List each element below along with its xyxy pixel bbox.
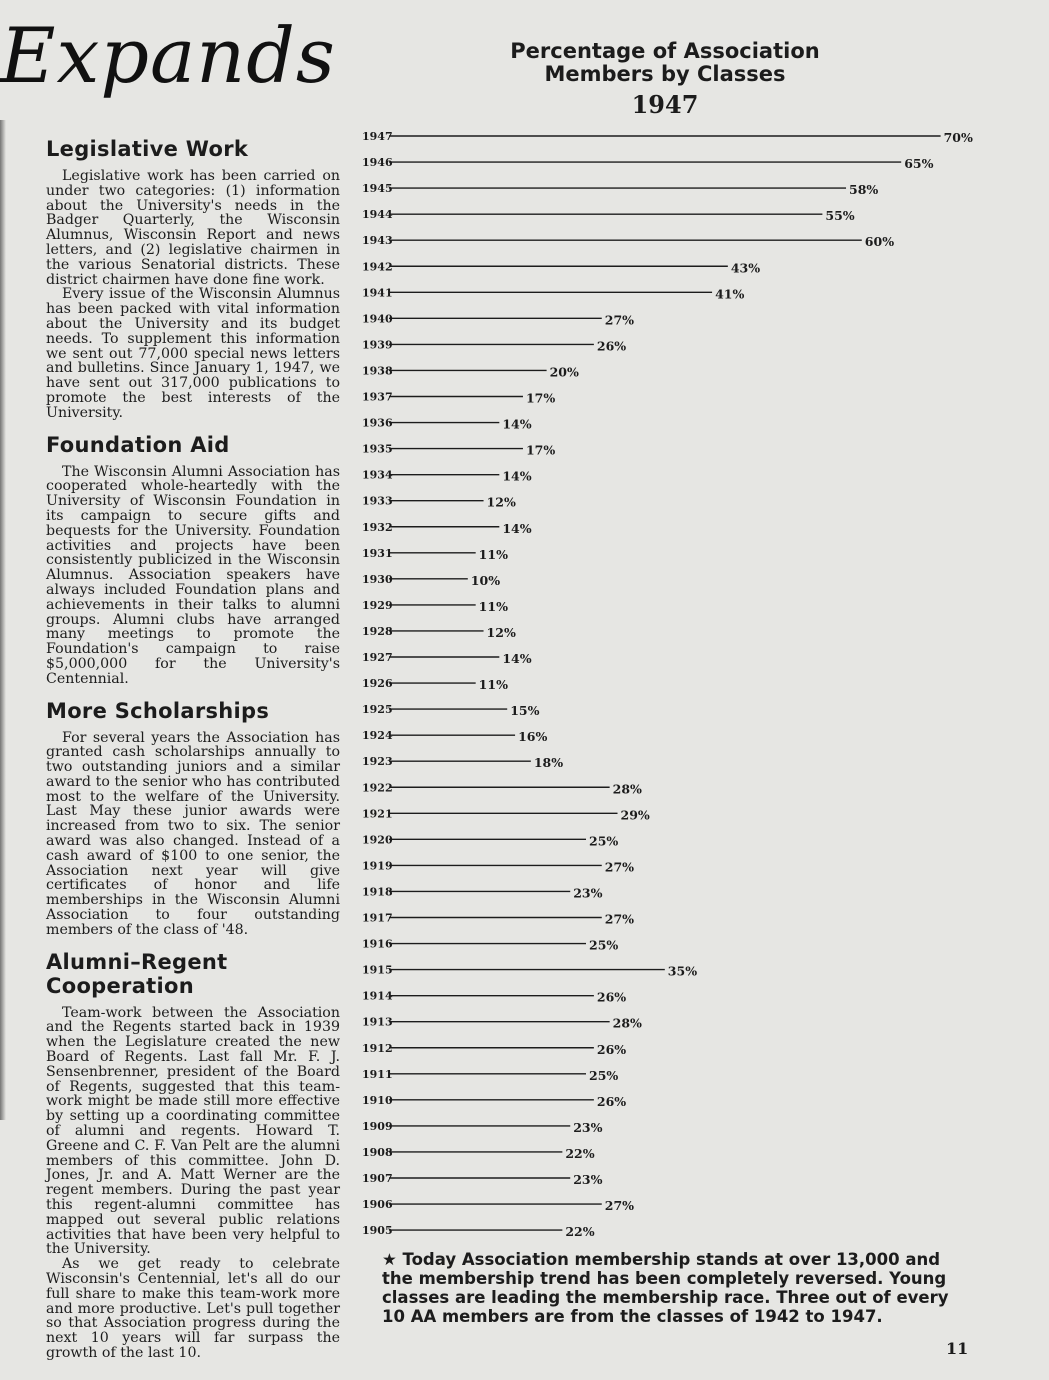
section-foundation-aid — [46, 433, 340, 687]
bar-row-1938 — [362, 364, 579, 379]
category-label: 1930 — [362, 572, 393, 586]
paragraph: For several years the Association has granted cash scholarships annually to two outstanding juniors and a similar award to the senior who has contributed most to the welfare of the University. Last May these junior awards were increased from two to six. The senior award was also changed. Instead of a cash award of $100 to one senior, the Association next year will give certificates of honor and life memberships in the Wisconsin Alumni Association to four outstanding members of the class of '48. — [46, 729, 340, 938]
paragraph: Team-work between the Association and the Regents started back in 1939 when the Legislature created the new Board of Regents. Last fall Mr. F. J. Sensenbrenner, president of the Board of Regents, suggested that this team-work might be made still more effective by setting up a coordinating committee of alumni and regents. Howard T. Greene and C. F. Van Pelt are the alumni members of this committee. John D. Jones, Jr. and A. Matt Werner are the regent members. During the past year this regent-alumni committee has mapped out several public relations activities that have been very helpful to the University. — [46, 1004, 340, 1258]
category-label: 1912 — [362, 1041, 393, 1055]
value-label: 14% — [502, 468, 532, 484]
bar-row-1935 — [362, 443, 555, 458]
category-label: 1947 — [362, 130, 393, 143]
category-label: 1908 — [362, 1145, 393, 1159]
category-label: 1946 — [362, 156, 393, 170]
value-label: 12% — [486, 494, 516, 510]
section-heading: Legislative Work — [46, 137, 249, 161]
bar-row-1924 — [362, 729, 547, 744]
value-label: 25% — [589, 1067, 619, 1083]
bar-row-1934 — [362, 469, 532, 484]
category-label: 1931 — [362, 546, 393, 560]
bar-row-1906 — [362, 1198, 634, 1213]
category-label: 1932 — [362, 520, 393, 534]
category-label: 1934 — [362, 468, 393, 482]
bar-row-1916 — [362, 938, 618, 953]
chart-footnote: ★ Today Association membership stands at over 13,000 and the membership trend has been completely reversed. Young classes are leading the membership race. Three out of every 10 AA members are from the classes of 1942 to 1947. — [382, 1250, 949, 1326]
value-label: 26% — [596, 1041, 627, 1057]
category-label: 1915 — [362, 963, 393, 977]
membership-bar-chart — [355, 125, 975, 1245]
article-column — [46, 137, 340, 1373]
category-label: 1935 — [362, 442, 393, 456]
value-label: 16% — [518, 729, 548, 745]
bar-row-1944 — [362, 208, 855, 223]
value-label: 58% — [849, 182, 879, 198]
section-heading: Alumni–Regent Cooperation — [46, 949, 228, 998]
value-label: 11% — [478, 677, 508, 693]
category-label: 1937 — [362, 390, 393, 404]
paragraph: Legislative work has been carried on under two categories: (1) information about the University's needs in the Badger Quarterly, the Wisconsin Alumnus, Wisconsin Report and news letters, and (2) legislative chairmen in the various Senatorial districts. These district chairmen have done fine work. — [46, 168, 340, 288]
category-label: 1918 — [362, 885, 393, 899]
bar-row-1931 — [362, 547, 508, 562]
bar-row-1929 — [362, 599, 508, 614]
bar-row-1925 — [362, 703, 540, 718]
bar-row-1917 — [362, 912, 634, 927]
category-label: 1942 — [362, 260, 393, 274]
value-label: 10% — [470, 572, 501, 588]
bar-row-1908 — [362, 1146, 595, 1161]
section-heading: Foundation Aid — [46, 432, 230, 457]
value-label: 25% — [589, 937, 619, 953]
bar-row-1923 — [362, 755, 563, 770]
value-label: 26% — [596, 338, 627, 354]
headline-fragment: Expands — [0, 11, 336, 100]
chart-subtitle: 1947 — [631, 90, 699, 119]
category-label: 1909 — [362, 1119, 393, 1133]
value-label: 25% — [589, 833, 619, 849]
value-label: 15% — [510, 703, 540, 719]
value-label: 23% — [573, 885, 603, 901]
category-label: 1907 — [362, 1172, 393, 1185]
category-label: 1939 — [362, 338, 393, 352]
category-label: 1923 — [362, 755, 393, 769]
bar-row-1932 — [362, 521, 532, 536]
value-label: 18% — [533, 755, 564, 771]
value-label: 41% — [715, 286, 745, 302]
value-label: 22% — [565, 1224, 595, 1240]
value-label: 14% — [502, 651, 532, 666]
bar-row-1905 — [362, 1224, 595, 1239]
category-label: 1927 — [362, 651, 393, 664]
category-label: 1936 — [362, 416, 393, 430]
value-label: 55% — [825, 208, 855, 224]
bar-row-1918 — [362, 885, 603, 900]
bar-row-1907 — [362, 1172, 603, 1187]
section-alumni-regent-cooperation — [46, 950, 340, 1361]
value-label: 43% — [730, 260, 761, 276]
bar-row-1945 — [362, 182, 878, 197]
category-label: 1911 — [362, 1067, 393, 1081]
value-label: 70% — [943, 130, 973, 145]
category-label: 1921 — [362, 807, 393, 821]
section-more-scholarships — [46, 699, 340, 938]
bar-row-1946 — [362, 156, 934, 171]
category-label: 1917 — [362, 911, 393, 925]
page-number: 11 — [946, 1339, 969, 1358]
category-label: 1914 — [362, 989, 393, 1003]
value-label: 26% — [596, 989, 627, 1005]
bar-row-1943 — [362, 234, 894, 249]
category-label: 1940 — [362, 312, 393, 326]
category-label: 1945 — [362, 182, 393, 196]
category-label: 1922 — [362, 781, 393, 795]
category-label: 1938 — [362, 364, 393, 378]
value-label: 17% — [525, 442, 556, 458]
value-label: 65% — [904, 156, 934, 172]
bar-row-1930 — [362, 573, 500, 588]
bar-row-1947 — [362, 130, 973, 145]
bar-row-1912 — [362, 1042, 626, 1057]
value-label: 20% — [549, 364, 579, 380]
bar-row-1911 — [362, 1068, 618, 1083]
category-label: 1913 — [362, 1015, 393, 1029]
value-label: 26% — [596, 1093, 627, 1109]
value-label: 14% — [502, 416, 532, 432]
bar-row-1910 — [362, 1094, 626, 1109]
page-edge-shadow — [0, 120, 6, 1120]
category-label: 1943 — [362, 234, 393, 248]
value-label: 35% — [667, 963, 698, 979]
value-label: 17% — [525, 390, 556, 406]
bar-row-1936 — [362, 417, 532, 432]
bar-row-1942 — [362, 260, 760, 275]
value-label: 27% — [604, 312, 635, 328]
value-label: 22% — [565, 1145, 595, 1161]
value-label: 11% — [478, 598, 508, 614]
bar-row-1915 — [362, 964, 697, 979]
category-label: 1906 — [362, 1198, 393, 1212]
bar-row-1921 — [362, 807, 650, 822]
paragraph: The Wisconsin Alumni Association has cooperated whole-heartedly with the University of Wisconsin Foundation in its campaign to secure gifts and bequests for the University. Foundation activities and projects have been consistently publicized in the Wisconsin Alumnus. Association speakers have always included Foundation plans and achievements in their talks to alumni groups. Alumni clubs have arranged many meetings to promote the Foundation's campaign to raise $5,000,000 for the University's Centennial. — [46, 463, 340, 687]
section-legislative-work — [46, 137, 340, 421]
bar-row-1941 — [362, 286, 744, 301]
bar-row-1939 — [362, 338, 626, 353]
bar-row-1914 — [362, 990, 626, 1005]
bar-row-1919 — [362, 859, 634, 874]
category-label: 1941 — [362, 286, 393, 300]
bar-row-1927 — [362, 651, 532, 666]
category-label: 1916 — [362, 937, 393, 951]
bar-row-1928 — [362, 625, 516, 640]
category-label: 1910 — [362, 1093, 393, 1107]
value-label: 11% — [478, 546, 508, 562]
bar-row-1940 — [362, 312, 634, 327]
category-label: 1919 — [362, 859, 393, 873]
paragraph: As we get ready to celebrate Wisconsin's Centennial, let's all do our full share to make this team-work more and more productive. Let's pull together so that Association progress during the next 10 years will far surpass the growth of the last 10. — [46, 1256, 340, 1361]
value-label: 27% — [604, 911, 635, 927]
value-label: 23% — [573, 1119, 603, 1135]
bar-row-1926 — [362, 677, 508, 692]
value-label: 12% — [486, 624, 516, 640]
bar-row-1909 — [362, 1120, 603, 1135]
category-label: 1944 — [362, 208, 393, 222]
value-label: 14% — [502, 520, 532, 536]
value-label: 28% — [612, 1015, 642, 1031]
bar-row-1933 — [362, 495, 516, 510]
section-heading: More Scholarships — [46, 698, 270, 723]
paragraph: Every issue of the Wisconsin Alumnus has been packed with vital information about the University and its budget needs. To supplement this information we sent out 77,000 special news letters and bulletins. Since January 1, 1947, we have sent out 317,000 publications to promote the best interests of the University. — [46, 286, 340, 421]
category-label: 1933 — [362, 494, 393, 508]
category-label: 1905 — [362, 1224, 393, 1238]
value-label: 60% — [864, 234, 895, 250]
value-label: 23% — [573, 1172, 603, 1187]
category-label: 1924 — [362, 729, 393, 743]
value-label: 27% — [604, 859, 635, 875]
category-label: 1926 — [362, 677, 393, 691]
category-label: 1928 — [362, 624, 393, 638]
category-label: 1920 — [362, 833, 393, 847]
bar-row-1922 — [362, 781, 642, 796]
category-label: 1929 — [362, 598, 393, 612]
bar-row-1937 — [362, 391, 555, 406]
category-label: 1925 — [362, 703, 393, 717]
chart-title: Percentage of Association Members by Classes — [510, 39, 820, 86]
value-label: 28% — [612, 781, 642, 797]
bar-row-1920 — [362, 833, 618, 848]
value-label: 27% — [604, 1198, 635, 1214]
value-label: 29% — [620, 807, 650, 823]
bar-row-1913 — [362, 1016, 642, 1031]
